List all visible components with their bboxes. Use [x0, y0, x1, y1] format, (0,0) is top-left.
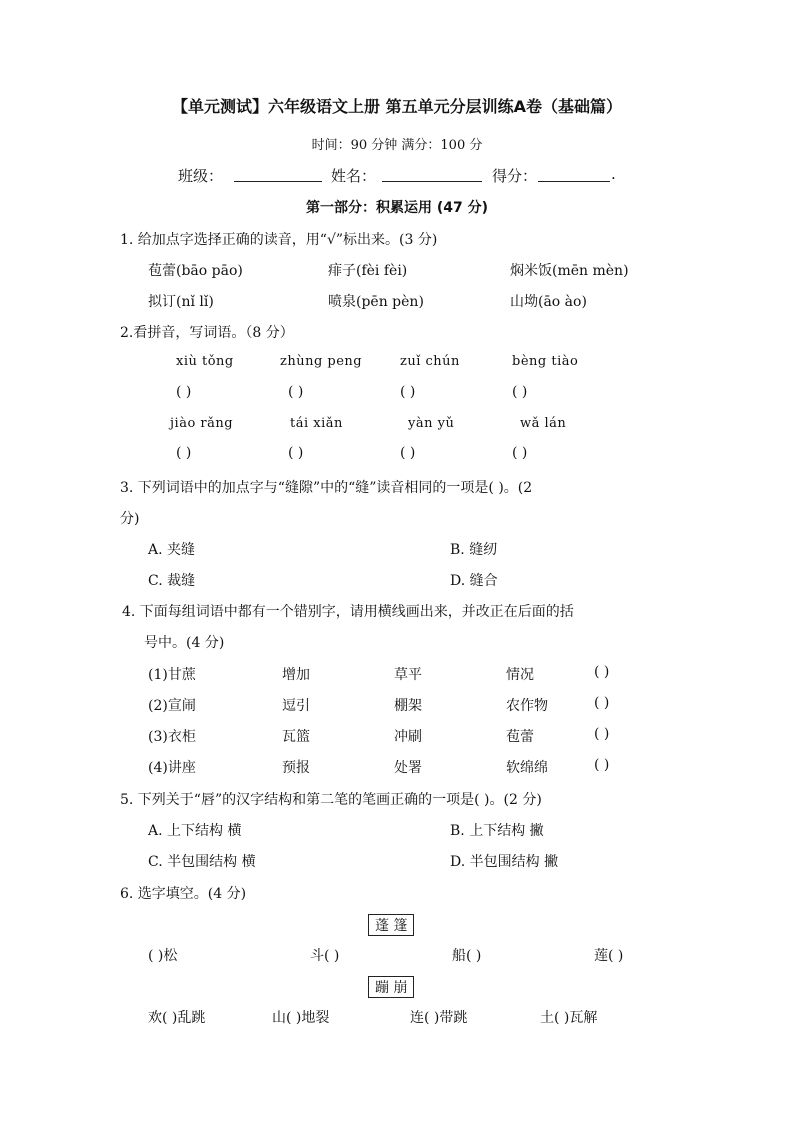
- q1-item[interactable]: 喷泉(pēn pèn): [328, 294, 424, 310]
- q1-item[interactable]: 拟订(nǐ lǐ): [148, 294, 214, 310]
- class-label: 班级：: [178, 167, 224, 185]
- q2-answer-blank[interactable]: ( ): [400, 445, 416, 461]
- q4-word[interactable]: 软绵绵: [506, 760, 548, 776]
- trailing-dot: .: [611, 165, 616, 183]
- q2-pinyin: xiù tǒng: [176, 354, 234, 369]
- q2-pinyin: zuǐ chún: [400, 354, 460, 369]
- q6-blank[interactable]: ( )松: [148, 948, 178, 964]
- q2-answer-blank[interactable]: ( ): [176, 445, 192, 461]
- q6-blank[interactable]: 连( )带跳: [410, 1010, 468, 1026]
- q4-word[interactable]: 苞蕾: [506, 729, 534, 745]
- q1-stem: 1. 给加点字选择正确的读音，用“√”标出来。(3 分): [120, 232, 438, 248]
- q3-option[interactable]: C. 裁缝: [148, 573, 196, 589]
- q4-word[interactable]: (2)宣闹: [148, 698, 196, 714]
- class-blank[interactable]: [234, 167, 322, 182]
- name-blank[interactable]: [382, 167, 482, 182]
- page-title: 【单元测试】六年级语文上册 第五单元分层训练A卷（基础篇）: [172, 97, 622, 116]
- q4-word[interactable]: (1)甘蔗: [148, 667, 196, 683]
- q3-stem: 3. 下列词语中的加点字与“缝隙”中的“缝”读音相同的一项是( )。(2: [120, 480, 533, 496]
- q6-blank[interactable]: 欢( )乱跳: [148, 1010, 206, 1026]
- q6-blank[interactable]: 斗( ): [310, 948, 340, 964]
- q4-answer-blank[interactable]: ( ): [594, 664, 610, 680]
- q5-option[interactable]: A. 上下结构 横: [148, 823, 242, 839]
- score-blank[interactable]: [538, 167, 610, 182]
- q1-item[interactable]: 山坳(āo ào): [510, 294, 587, 310]
- q4-word[interactable]: 草平: [394, 667, 422, 683]
- q4-word[interactable]: 瓦篮: [282, 729, 310, 745]
- q4-answer-blank[interactable]: ( ): [594, 726, 610, 742]
- q2-pinyin: bèng tiào: [512, 354, 579, 369]
- score-label: 得分：: [492, 167, 538, 185]
- q3-option[interactable]: D. 缝合: [450, 573, 498, 589]
- q4-word[interactable]: (3)衣柜: [148, 729, 196, 745]
- q2-pinyin: wǎ lán: [520, 416, 567, 431]
- q4-word[interactable]: 处署: [394, 760, 422, 776]
- q1-item[interactable]: 苞蕾(bāo pāo): [148, 263, 243, 279]
- q2-answer-blank[interactable]: ( ): [400, 384, 416, 400]
- q4-word[interactable]: 冲刷: [394, 729, 422, 745]
- q2-stem: 2.看拼音，写词语。（8 分）: [120, 325, 294, 341]
- q4-stem: 4. 下面每组词语中都有一个错别字，请用横线画出来，并改正在后面的括: [122, 604, 574, 620]
- q5-option[interactable]: D. 半包围结构 撇: [450, 854, 559, 870]
- q2-pinyin: tái xiǎn: [290, 416, 343, 431]
- q2-answer-blank[interactable]: ( ): [512, 384, 528, 400]
- q4-word[interactable]: 预报: [282, 760, 310, 776]
- q5-option[interactable]: C. 半包围结构 横: [148, 854, 256, 870]
- q6-choice-box: 蓬 篷: [368, 914, 414, 936]
- q2-answer-blank[interactable]: ( ): [176, 384, 192, 400]
- q6-blank[interactable]: 山( )地裂: [272, 1010, 330, 1026]
- q4-answer-blank[interactable]: ( ): [594, 695, 610, 711]
- q2-pinyin: zhùng peng: [280, 354, 363, 369]
- q4-answer-blank[interactable]: ( ): [594, 757, 610, 773]
- exam-meta: 时间：90 分钟 满分：100 分: [311, 138, 483, 153]
- q6-blank[interactable]: 土( )瓦解: [540, 1010, 598, 1026]
- q2-pinyin: yàn yǔ: [408, 416, 455, 431]
- q4-word[interactable]: (4)讲座: [148, 760, 196, 776]
- q3-stem-cont: 分): [120, 511, 140, 527]
- q6-stem: 6. 选字填空。(4 分): [120, 886, 247, 902]
- q4-word[interactable]: 逗引: [282, 698, 310, 714]
- q2-answer-blank[interactable]: ( ): [288, 445, 304, 461]
- q2-answer-blank[interactable]: ( ): [512, 445, 528, 461]
- q5-stem: 5. 下列关于“唇”的汉字结构和第二笔的笔画正确的一项是( )。(2 分): [120, 792, 542, 808]
- q6-choice-box: 蹦 崩: [368, 976, 414, 998]
- q3-option[interactable]: B. 缝纫: [450, 542, 498, 558]
- q3-option[interactable]: A. 夹缝: [148, 542, 196, 558]
- q4-word[interactable]: 情况: [506, 667, 534, 683]
- q4-word[interactable]: 农作物: [506, 698, 548, 714]
- q4-stem-cont: 号中。(4 分): [144, 635, 225, 651]
- q6-blank[interactable]: 船( ): [452, 948, 482, 964]
- q4-word[interactable]: 棚架: [394, 698, 422, 714]
- q6-blank[interactable]: 莲( ): [594, 948, 624, 964]
- name-label: 姓名：: [331, 167, 377, 185]
- q2-answer-blank[interactable]: ( ): [288, 384, 304, 400]
- q5-option[interactable]: B. 上下结构 撇: [450, 823, 544, 839]
- q1-item[interactable]: 痱子(fèi fèi): [328, 263, 408, 279]
- section-title: 第一部分：积累运用 (47 分): [305, 200, 489, 216]
- q4-word[interactable]: 增加: [282, 667, 310, 683]
- q2-pinyin: jiào rǎng: [170, 416, 234, 431]
- q1-item[interactable]: 焖米饭(mēn mèn): [510, 263, 629, 279]
